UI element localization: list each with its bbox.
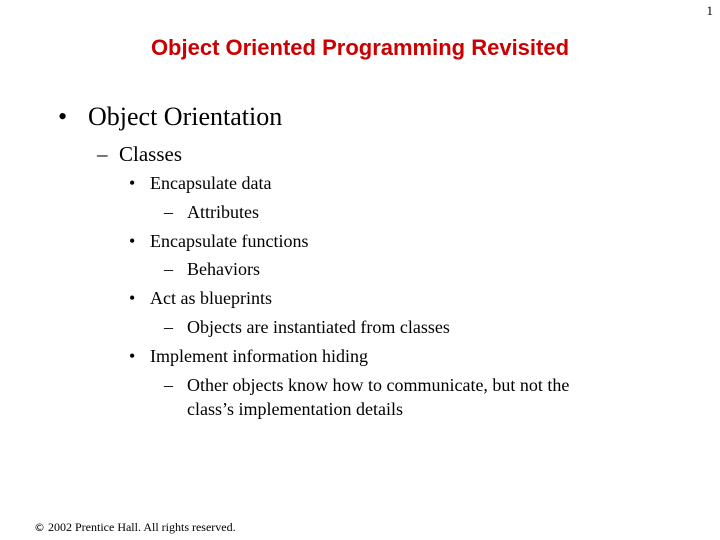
bullet-text: Other objects know how to communicate, but not the — [187, 375, 570, 395]
bullet-classes — [97, 142, 182, 166]
bullet-other-objects — [164, 374, 569, 396]
bullet-marker: • — [58, 102, 68, 131]
bullet-implement-hiding — [129, 345, 368, 367]
bullet-marker: • — [129, 231, 136, 251]
bullet-other-objects-continuation: class’s implementation details — [187, 399, 403, 419]
bullet-marker: • — [129, 346, 136, 366]
bullet-object-orientation — [58, 102, 282, 132]
dash-marker: – — [164, 202, 173, 222]
bullet-text: Classes — [119, 142, 182, 166]
bullet-marker: • — [129, 288, 136, 308]
bullet-text: Behaviors — [187, 259, 260, 279]
copyright-footer — [34, 520, 236, 535]
bullet-text: Object Orientation — [88, 102, 283, 131]
bullet-encapsulate-functions — [129, 230, 308, 252]
bullet-text: Attributes — [187, 202, 259, 222]
bullet-attributes — [164, 201, 259, 223]
bullet-text: Encapsulate functions — [150, 231, 309, 251]
bullet-text: Encapsulate data — [150, 173, 272, 193]
bullet-act-as-blueprints — [129, 287, 272, 309]
bullet-text: Implement information hiding — [150, 346, 368, 366]
bullet-marker: • — [129, 173, 136, 193]
copyright-text: 2002 Prentice Hall. All rights reserved. — [48, 520, 236, 534]
copyright-icon: © — [34, 521, 45, 534]
dash-marker: – — [164, 317, 173, 337]
bullet-encapsulate-data — [129, 172, 271, 194]
dash-marker: – — [97, 142, 108, 166]
bullet-objects-instantiated — [164, 316, 450, 338]
bullet-text: Act as blueprints — [150, 288, 272, 308]
page-number: 1 — [706, 3, 713, 18]
dash-marker: – — [164, 259, 173, 279]
dash-marker: – — [164, 375, 173, 395]
bullet-behaviors — [164, 258, 260, 280]
bullet-text: Objects are instantiated from classes — [187, 317, 450, 337]
slide-title: Object Oriented Programming Revisited — [150, 35, 570, 60]
